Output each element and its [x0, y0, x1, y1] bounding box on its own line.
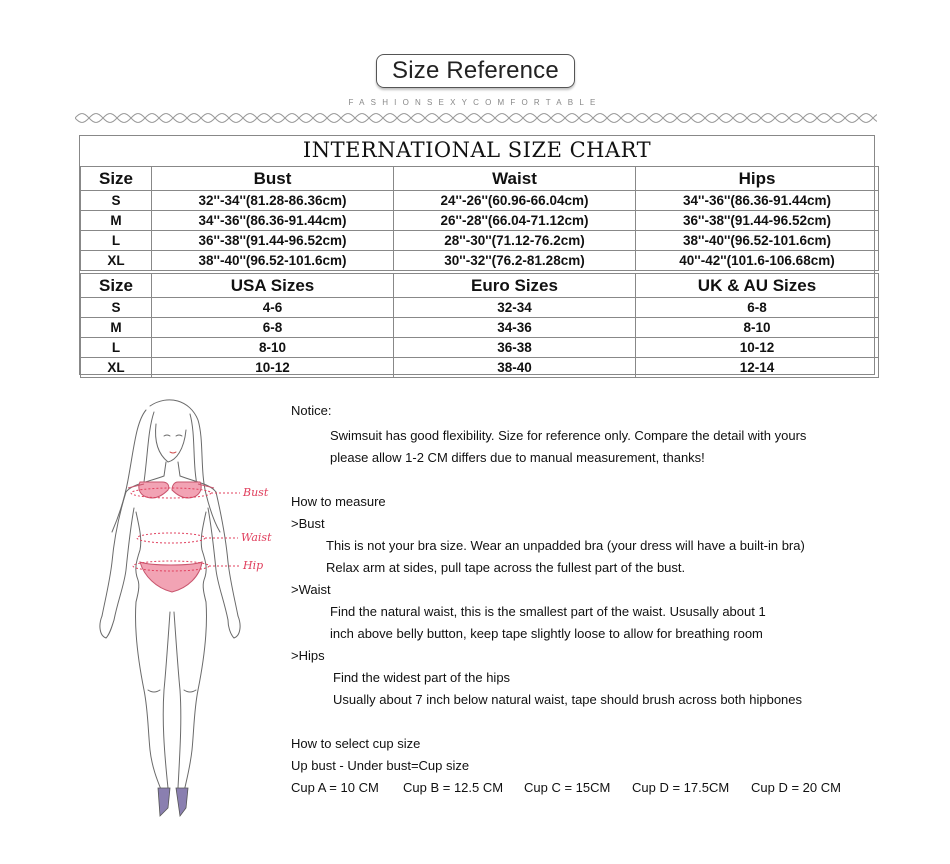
table-cell: 36''-38''(91.44-96.52cm)	[636, 211, 879, 231]
table-row	[81, 358, 879, 378]
table-row	[81, 298, 879, 318]
cup-size-item: Cup C = 15CM	[524, 780, 611, 795]
table-cell: 8-10	[636, 318, 879, 338]
table-cell: XL	[81, 251, 152, 271]
table-cell: 12-14	[636, 358, 879, 378]
bust-heading: >Bust	[291, 516, 325, 531]
table-cell: 32''-34''(81.28-86.36cm)	[152, 191, 394, 211]
header-cell: Size	[81, 274, 152, 298]
cup-size-item: Cup D = 20 CM	[751, 780, 841, 795]
hips-heading: >Hips	[291, 648, 325, 663]
waist-text: Find the natural waist, this is the smallest part of the waist. Ususally about 1	[330, 604, 766, 619]
table-cell: 8-10	[152, 338, 394, 358]
table-cell: 4-6	[152, 298, 394, 318]
notice-text: Swimsuit has good flexibility. Size for reference only. Compare the detail with yours	[330, 428, 807, 443]
table-cell: 34''-36''(86.36-91.44cm)	[636, 191, 879, 211]
table-row	[81, 231, 879, 251]
table-header-row	[81, 167, 879, 191]
table-cell: 28''-30''(71.12-76.2cm)	[394, 231, 636, 251]
table-cell: 36''-38''(91.44-96.52cm)	[152, 231, 394, 251]
table-cell: 38''-40''(96.52-101.6cm)	[152, 251, 394, 271]
cup-size-item: Cup A = 10 CM	[291, 780, 379, 795]
table-cell: 40''-42''(101.6-106.68cm)	[636, 251, 879, 271]
table-cell: XL	[81, 358, 152, 378]
table-cell: M	[81, 318, 152, 338]
cup-size-formula: Up bust - Under bust=Cup size	[291, 758, 470, 773]
table-cell: 10-12	[636, 338, 879, 358]
header-cell: UK & AU Sizes	[636, 274, 879, 298]
table-cell: 38''-40''(96.52-101.6cm)	[636, 231, 879, 251]
table-row	[81, 191, 879, 211]
body-measurement-figure	[88, 390, 288, 820]
waist-heading: >Waist	[291, 582, 331, 597]
table-cell: 32-34	[394, 298, 636, 318]
table-cell: 24''-26''(60.96-66.04cm)	[394, 191, 636, 211]
cup-size-item: Cup D = 17.5CM	[632, 780, 730, 795]
header-cell: Bust	[152, 167, 394, 191]
page-title: Size Reference	[376, 54, 575, 88]
table-cell: 26''-28''(66.04-71.12cm)	[394, 211, 636, 231]
tagline: FASHIONSEXYCOMFORTABLE	[348, 98, 602, 107]
table-cell: 38-40	[394, 358, 636, 378]
table-cell: S	[81, 191, 152, 211]
header-cell: Waist	[394, 167, 636, 191]
hip-label: Hip	[243, 559, 264, 572]
table-cell: L	[81, 338, 152, 358]
measurement-table	[80, 166, 879, 271]
decorative-wave-divider	[75, 111, 877, 125]
table-cell: 36-38	[394, 338, 636, 358]
table-cell: L	[81, 231, 152, 251]
cup-size-item: Cup B = 12.5 CM	[403, 780, 504, 795]
hips-text: Usually about 7 inch below natural waist, tape should brush across both hipbones	[333, 692, 803, 707]
bust-text: Relax arm at sides, pull tape across the fullest part of the bust.	[326, 560, 686, 575]
waist-label: Waist	[241, 531, 272, 544]
table-row	[81, 338, 879, 358]
table-row	[81, 318, 879, 338]
table-cell: 6-8	[636, 298, 879, 318]
notice-heading: Notice:	[291, 403, 332, 418]
size-chart	[79, 135, 875, 375]
table-cell: M	[81, 211, 152, 231]
table-cell: 6-8	[152, 318, 394, 338]
chart-title: INTERNATIONAL SIZE CHART	[302, 138, 652, 162]
table-row	[81, 211, 879, 231]
table-header-row	[81, 274, 879, 298]
table-row	[81, 251, 879, 271]
hips-text: Find the widest part of the hips	[333, 670, 511, 685]
notice-text: please allow 1-2 CM differs due to manual measurement, thanks!	[330, 450, 705, 465]
header-cell: Hips	[636, 167, 879, 191]
bust-label: Bust	[243, 486, 269, 499]
bust-text: This is not your bra size. Wear an unpadded bra (your dress will have a built-in bra)	[326, 538, 805, 553]
header-cell: Euro Sizes	[394, 274, 636, 298]
cup-size-heading: How to select cup size	[291, 736, 421, 751]
table-cell: 30''-32''(76.2-81.28cm)	[394, 251, 636, 271]
header-cell: Size	[81, 167, 152, 191]
table-cell: 34-36	[394, 318, 636, 338]
waist-text: inch above belly button, keep tape slightly loose to allow for breathing room	[330, 626, 763, 641]
table-cell: 10-12	[152, 358, 394, 378]
table-cell: 34''-36''(86.36-91.44cm)	[152, 211, 394, 231]
conversion-table	[80, 273, 879, 378]
header-cell: USA Sizes	[152, 274, 394, 298]
table-cell: S	[81, 298, 152, 318]
how-to-measure-heading: How to measure	[291, 494, 386, 509]
